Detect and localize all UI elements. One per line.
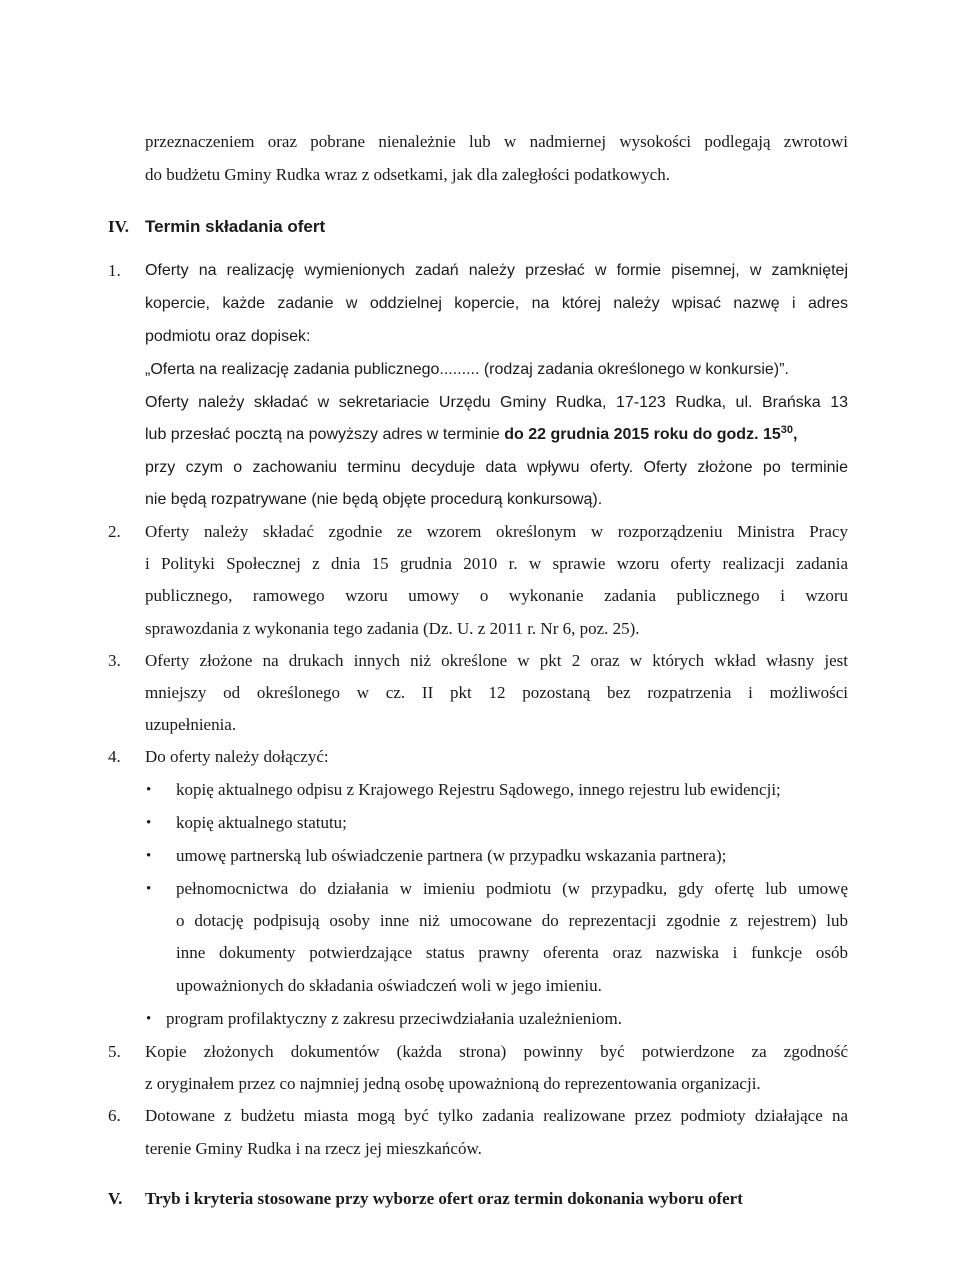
paragraph-line: z oryginałem przez co najmniej jedną osobę upoważnioną do reprezentowania organizacji. [145, 1074, 761, 1093]
list-item-continuation: o dotację podpisują osoby inne niż umocowane do reprezentacji zgodnie z rejestrem) lub [176, 911, 848, 930]
paragraph-line: uzupełnienia. [145, 715, 237, 734]
paragraph-line: Kopie złożonych dokumentów (każda strona) powinny być potwierdzone za zgodność [145, 1042, 848, 1061]
list-item: program profilaktyczny z zakresu przeciwdziałania uzależnieniom. [166, 1009, 622, 1028]
bullet-icon: • [146, 1011, 152, 1027]
paragraph-line: publicznego, ramowego wzoru umowy o wykonanie zadania publicznego i wzoru [145, 586, 848, 605]
bullet-icon: • [146, 848, 152, 864]
item-number: 5. [108, 1042, 121, 1061]
paragraph-line: podmiotu oraz dopisek: [145, 328, 311, 345]
item-number: 6. [108, 1106, 121, 1125]
deadline-minutes: 30 [780, 424, 794, 436]
intro-line: przeznaczeniem oraz pobrane nienależnie lub w nadmiernej wysokości podlegają zwrotowi [145, 132, 848, 151]
list-item-continuation: upoważnionych do składania oświadczeń woli w jego imieniu. [176, 976, 602, 995]
item-number: 2. [108, 522, 121, 541]
deadline-line [145, 424, 850, 446]
item-number: 4. [108, 747, 121, 766]
paragraph-line: Do oferty należy dołączyć: [145, 747, 329, 766]
paragraph-line: „Oferta na realizację zadania publicznego......... (rodzaj zadania określonego w konkursie)”. [145, 361, 789, 378]
paragraph-line: sprawozdania z wykonania tego zadania (Dz. U. z 2011 r. Nr 6, poz. 25). [145, 619, 640, 638]
paragraph-line: terenie Gminy Rudka i na rzecz jej mieszkańców. [145, 1139, 482, 1158]
intro-line: do budżetu Gminy Rudka wraz z odsetkami, jak dla zaległości podatkowych. [145, 165, 670, 184]
list-item: pełnomocnictwa do działania w imieniu podmiotu (w przypadku, gdy ofertę lub umowę [176, 879, 848, 898]
section-number: IV. [108, 217, 129, 236]
paragraph-line: Oferty należy składać zgodnie ze wzorem określonym w rozporządzeniu Ministra Pracy [145, 522, 848, 541]
deadline-text: lub przesłać pocztą na powyższy adres w terminie [145, 426, 505, 443]
paragraph-line: przy czym o zachowaniu terminu decyduje data wpływu oferty. Oferty złożone po terminie [145, 459, 848, 476]
bullet-icon: • [146, 881, 152, 897]
paragraph-line: Oferty na realizację wymienionych zadań należy przesłać w formie pisemnej, w zamkniętej [145, 262, 848, 279]
list-item-continuation: inne dokumenty potwierdzające status prawny oferenta oraz nazwiska i funkcje osób [176, 943, 848, 962]
paragraph-line: nie będą rozpatrywane (nie będą objęte procedurą konkursową). [145, 491, 603, 508]
section-number: V. [108, 1189, 123, 1208]
list-item: kopię aktualnego statutu; [176, 813, 347, 832]
list-item: kopię aktualnego odpisu z Krajowego Rejestru Sądowego, innego rejestru lub ewidencji; [176, 780, 781, 799]
bullet-icon: • [146, 782, 152, 798]
section-title: Termin składania ofert [145, 217, 326, 236]
paragraph-line: Dotowane z budżetu miasta mogą być tylko zadania realizowane przez podmioty działające na [145, 1106, 848, 1125]
section-title: Tryb i kryteria stosowane przy wyborze ofert oraz termin dokonania wyboru ofert [145, 1189, 743, 1208]
deadline-comma: , [793, 426, 798, 443]
paragraph-line: Oferty złożone na drukach innych niż określone w pkt 2 oraz w których wkład własny jest [145, 651, 848, 670]
paragraph-line: kopercie, każde zadanie w oddzielnej kopercie, na której należy wpisać nazwę i adres [145, 295, 848, 312]
paragraph-line: i Polityki Społecznej z dnia 15 grudnia 2010 r. w sprawie wzoru oferty realizacji zadania [145, 554, 848, 573]
item-number: 1. [108, 261, 121, 280]
paragraph-line: mniejszy od określonego w cz. II pkt 12 pozostaną bez rozpatrzenia i możliwości [145, 683, 848, 702]
item-number: 3. [108, 651, 121, 670]
list-item: umowę partnerską lub oświadczenie partnera (w przypadku wskazania partnera); [176, 846, 727, 865]
bullet-icon: • [146, 815, 152, 831]
deadline-date: do 22 grudnia 2015 roku do godz. 15 [504, 426, 781, 443]
paragraph-line: Oferty należy składać w sekretariacie Urzędu Gminy Rudka, 17-123 Rudka, ul. Brańska 13 [145, 394, 848, 411]
